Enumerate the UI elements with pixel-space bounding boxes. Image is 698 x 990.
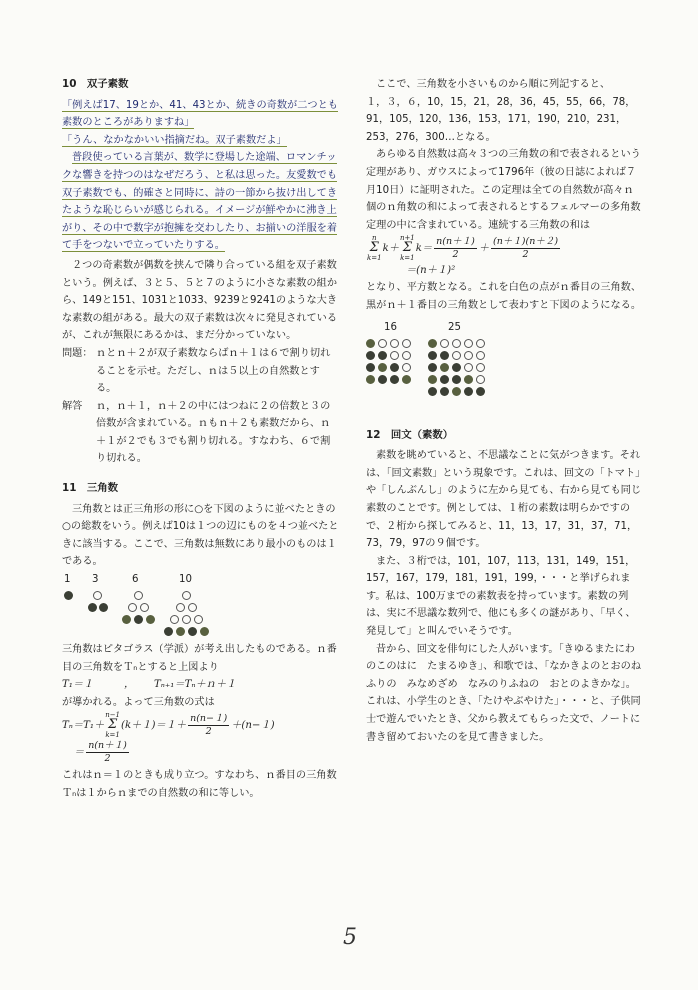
tri-label-10: 10 — [179, 574, 192, 586]
square-dot — [440, 351, 449, 360]
square-dot — [452, 351, 461, 360]
square-dot — [452, 339, 461, 348]
quote-1: 「例えば17、19とか、41、43とか、続きの奇数が二つとも素数のところがありますね」 — [62, 99, 338, 129]
sum-sign: n−1 Σ k=1 — [105, 711, 121, 740]
para-palindrome-2: また、３桁では，101，107，113，131，149，151，157，167，179，181，191，199，・・・と挙げられます。私は、100万までの素数表を持っています。素数の列は、実に不思議な数列で、他にも多くの謎があり、「早く、発見して」と叫んでいそうです。 — [366, 555, 636, 638]
para-list-intro: ここで、三角数を小さいものから順に列記すると、 — [376, 79, 611, 90]
right-column — [366, 76, 642, 746]
square-dot — [452, 387, 461, 396]
square-dot — [402, 351, 411, 360]
tri-dot — [182, 615, 191, 624]
square-dot — [428, 375, 437, 384]
square-figure — [366, 315, 642, 407]
tri-dot — [188, 627, 197, 636]
square-dot — [464, 339, 473, 348]
problem-text: ｎとｎ＋２が双子素数ならばｎ＋１は６で割り切れることを示せ。ただし、ｎは５以上の自然数とする。 — [96, 347, 331, 395]
rec-t1: T₁＝１ — [62, 679, 94, 691]
rec-tn: Tₙ₊₁＝Tₙ＋ｎ＋１ — [154, 679, 237, 691]
quote-2: 「うん、なかなかいい指摘だね。双子素数だよ」 — [62, 134, 287, 146]
formula-frac: $\frac{n(n-1)}{2}$ — [190, 712, 228, 737]
square-dot — [390, 375, 399, 384]
square-dot — [428, 387, 437, 396]
square-dot — [428, 351, 437, 360]
square-dot — [440, 339, 449, 348]
square-dot — [440, 375, 449, 384]
para-palindrome-3: 昔から、回文を俳句にした人がいます。「きゆるまたにわのこのはに たまるゆき」、和歌では、「なかきよのとおのねふりの みなめざめ なみのりふねの おとのよきかな」。これは、小学生のとき、「たけやぶやけた」・・・と、子供同士で遊んでいたとき、父から教えてもらった文で、ノートに書き留めておいたのを見て書きました。 — [366, 643, 642, 743]
square-dot — [440, 363, 449, 372]
formula-lhs: Tₙ＝T₁＋ — [62, 720, 105, 732]
square-dot — [366, 339, 375, 348]
para-conclusion: これはｎ＝１のときも成り立つ。すなわち、ｎ番目の三角数Ｔₙは１からｎまでの自然数の和に等しい。 — [62, 770, 337, 799]
tri-dot — [88, 603, 97, 612]
square-dot — [378, 339, 387, 348]
square-dot — [428, 363, 437, 372]
square-dot — [402, 375, 411, 384]
para-romance: 普段使っている言葉が、数学に登場した途端、ロマンチックな響きを持つのはなぜだろう、と私は思った。友愛数でも双子素数でも、的確さと同時に、詩の一節から抜け出してきたような恥じらいが感じられる。イメージが鮮やかに沸き上がり、その中で数字が抱擁を交わしたり、お揃いの洋服を着て手をつないで立っていたりする。 — [62, 152, 338, 252]
rec-sep: ， — [124, 679, 135, 691]
square-dot — [390, 339, 399, 348]
page-number: 5 — [343, 925, 357, 950]
tri-dot — [170, 615, 179, 624]
square-dot — [464, 351, 473, 360]
tri-dot — [182, 591, 191, 600]
para-gauss: あらゆる自然数は高々３つの三角数の和で表されるという定理があり、ガウスによって1796年（彼の日誌によれば７月10日）に証明された。この定理は全ての自然数が高々ｎ個のｎ角数の和によって表されるとするフェルマーの多角数定理の中に含まれている。連続する三角数の和は — [366, 149, 641, 231]
answer — [62, 398, 340, 468]
tri-dot — [188, 603, 197, 612]
formula-tail: ＋(n−１) — [231, 720, 275, 732]
tri-dot — [64, 591, 73, 600]
tri-formula-result: ＝ $\frac{n(n+1)}{2}$ — [74, 739, 127, 764]
tri-dot — [134, 591, 143, 600]
tri-dot — [128, 603, 137, 612]
formula-sum-body: (k＋１)＝１＋ — [121, 720, 187, 732]
para-twin-def: ２つの奇素数が偶数を挟んで隣り合っている組を双子素数という。例えば、３と５、５と７のように小さな素数の組から、149と151、1031と1033、9239と9241のような大きな素数の組がある。最大の双子素数は次々に発見されているが、これが無限にあるかは、まだ分かっていない。 — [62, 259, 338, 342]
problem — [62, 345, 340, 398]
square-dot — [464, 375, 473, 384]
para-pythagoras: 三角数はピタゴラス（学派）が考え出したものである。ｎ番目の三角数をＴₙとすると上図より — [62, 644, 337, 673]
tri-dot — [93, 591, 102, 600]
square-dot — [464, 387, 473, 396]
heading-palindrome: 12 回文（素数） — [366, 428, 454, 441]
tri-label-1: 1 — [64, 574, 71, 586]
tri-dot — [176, 627, 185, 636]
square-dot — [402, 339, 411, 348]
square-dot — [378, 351, 387, 360]
square-dot — [464, 363, 473, 372]
square-dot — [476, 339, 485, 348]
square-formula-result: ＝(n＋１)² — [406, 265, 456, 277]
para-square: となり、平方数となる。これを白色の点がｎ番目の三角数、黒がｎ＋１番目の三角数として表わすと下図のようになる。 — [366, 282, 642, 311]
para-triangular-def: 三角数とは正三角形の形に○を下図のように並べたときの○の総数をいう。例えば10は１つの辺にものを４つ並べたときに該当する。ここで、三角数は無数にあり最小のものは１である。 — [62, 503, 339, 568]
square-dot — [452, 363, 461, 372]
square-dot — [378, 375, 387, 384]
square-dot — [476, 363, 485, 372]
heading-triangular: 11 三角数 — [62, 482, 119, 495]
square-dot — [366, 351, 375, 360]
tri-dot — [122, 615, 131, 624]
triangular-list: １，３，６，10，15，21，28，36，45，55，66，78，91，105，120，136，153，171，190，210，231，253，276，300…となる。 — [366, 96, 636, 143]
heading-twin-primes: 10 双子素数 — [62, 78, 129, 90]
problem-label: 問題： — [62, 347, 93, 359]
answer-label: 解答 — [62, 400, 83, 412]
tri-formula — [62, 711, 340, 739]
square-dot — [440, 387, 449, 396]
para-derive: が導かれる。よって三角数の式は — [62, 696, 215, 708]
square-dot — [366, 375, 375, 384]
square-formula: n Σ k=1 k＋ n+1 Σ k=1 k＝ $\frac{n(n+1)}{2}$ ＋ $\frac{(n+1)(n+2)}{2}$ — [367, 234, 559, 263]
tri-dot — [140, 603, 149, 612]
sq-label-25: 25 — [448, 321, 461, 333]
tri-dot — [200, 627, 209, 636]
square-dot — [390, 363, 399, 372]
tri-dot — [164, 627, 173, 636]
square-dot — [402, 363, 411, 372]
tri-dot — [146, 615, 155, 624]
square-dot — [366, 363, 375, 372]
left-column — [62, 76, 340, 803]
sq-label-16: 16 — [384, 321, 397, 333]
recurrence — [62, 676, 340, 694]
tri-dot — [194, 615, 203, 624]
square-dot — [476, 351, 485, 360]
square-dot — [452, 375, 461, 384]
square-dot — [390, 351, 399, 360]
triangular-figure — [62, 571, 340, 637]
tri-label-6: 6 — [132, 574, 139, 586]
square-dot — [476, 375, 485, 384]
tri-dot — [134, 615, 143, 624]
square-dot — [476, 387, 485, 396]
answer-text: ｎ，ｎ＋１，ｎ＋２の中にはつねに２の倍数と３の倍数が含まれている。ｎもｎ＋２も素数だから、ｎ＋１が２でも３でも割り切れる。すなわち、６で割り切れる。 — [96, 400, 331, 465]
para-palindrome-1: 素数を眺めていると、不思議なことに気がつきます。それは、「回文素数」という現象です。これは、回文の「トマト」や「しんぶんし」のように左から見ても、右から見ても同じ素数のことです。例としては、１桁の素数は明らかですので、２桁から探してみると、11，13，17，31，37，71，73，79，97の９個です。 — [366, 450, 642, 550]
square-dot — [428, 339, 437, 348]
tri-dot — [176, 603, 185, 612]
tri-dot — [99, 603, 108, 612]
square-dot — [378, 363, 387, 372]
tri-label-3: 3 — [92, 574, 99, 586]
